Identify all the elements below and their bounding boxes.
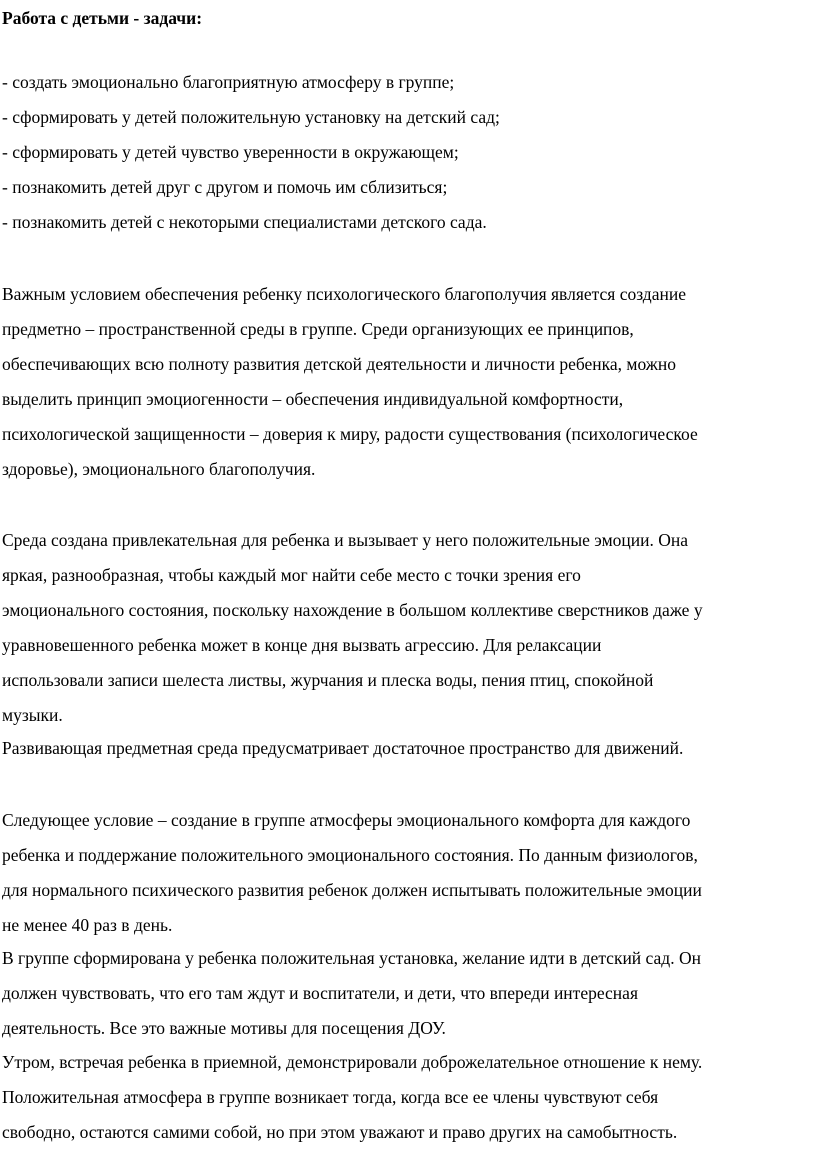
paragraph-line: деятельность. Все это важные мотивы для посещения ДОУ.	[2, 1018, 446, 1038]
paragraph-line: свободно, остаются самими собой, но при этом уважают и право других на самобытность.	[2, 1122, 678, 1142]
paragraph-line: Развивающая предметная среда предусматривает достаточное пространство для движений.	[2, 738, 684, 758]
task-item: - создать эмоционально благоприятную атмосферу в группе;	[2, 72, 455, 92]
paragraph-line: психологической защищенности – доверия к миру, радости существования (психологическое	[2, 424, 698, 444]
paragraph-line: предметно – пространственной среды в группе. Среди организующих ее принципов,	[2, 319, 634, 339]
paragraph-line: обеспечивающих всю полноту развития детской деятельности и личности ребенка, можно	[2, 354, 676, 374]
paragraph-line: должен чувствовать, что его там ждут и воспитатели, и дети, что впереди интересная	[2, 983, 638, 1003]
paragraph-line: Утром, встречая ребенка в приемной, демонстрировали доброжелательное отношение к нему.	[2, 1052, 703, 1072]
paragraph-line: Следующее условие – создание в группе атмосферы эмоционального комфорта для каждого	[2, 810, 691, 830]
paragraph-line: уравновешенного ребенка может в конце дня вызвать агрессию. Для релаксации	[2, 635, 602, 655]
paragraph-line: В группе сформирована у ребенка положительная установка, желание идти в детский сад. Он	[2, 948, 701, 968]
paragraph-line: использовали записи шелеста листвы, журчания и плеска воды, пения птиц, спокойной	[2, 670, 654, 690]
paragraph-line: для нормального психического развития ребенок должен испытывать положительные эмоции	[2, 880, 702, 900]
paragraph-line: яркая, разнообразная, чтобы каждый мог найти себе место с точки зрения его	[2, 565, 581, 585]
paragraph-line: эмоционального состояния, поскольку нахождение в большом коллективе сверстников даже у	[2, 600, 703, 620]
paragraph-line: не менее 40 раз в день.	[2, 915, 173, 935]
task-item: - познакомить детей друг с другом и помочь им сблизиться;	[2, 177, 448, 197]
paragraph-line: Положительная атмосфера в группе возникает тогда, когда все ее члены чувствуют себя	[2, 1087, 659, 1107]
task-item: - познакомить детей с некоторыми специалистами детского сада.	[2, 212, 487, 232]
paragraph-line: выделить принцип эмоциогенности – обеспечения индивидуальной комфортности,	[2, 389, 624, 409]
paragraph-line: музыки.	[2, 705, 63, 725]
task-item: - сформировать у детей чувство уверенности в окружающем;	[2, 142, 459, 162]
paragraph-line: здоровье), эмоционального благополучия.	[2, 459, 316, 479]
paragraph-line: Среда создана привлекательная для ребенка и вызывает у него положительные эмоции. Она	[2, 530, 689, 550]
paragraph-line: ребенка и поддержание положительного эмоционального состояния. По данным физиологов,	[2, 845, 698, 865]
document-title: Работа с детьми - задачи:	[2, 8, 203, 28]
paragraph-line: Важным условием обеспечения ребенку психологического благополучия является создание	[2, 284, 686, 304]
task-item: - сформировать у детей положительную установку на детский сад;	[2, 107, 500, 127]
